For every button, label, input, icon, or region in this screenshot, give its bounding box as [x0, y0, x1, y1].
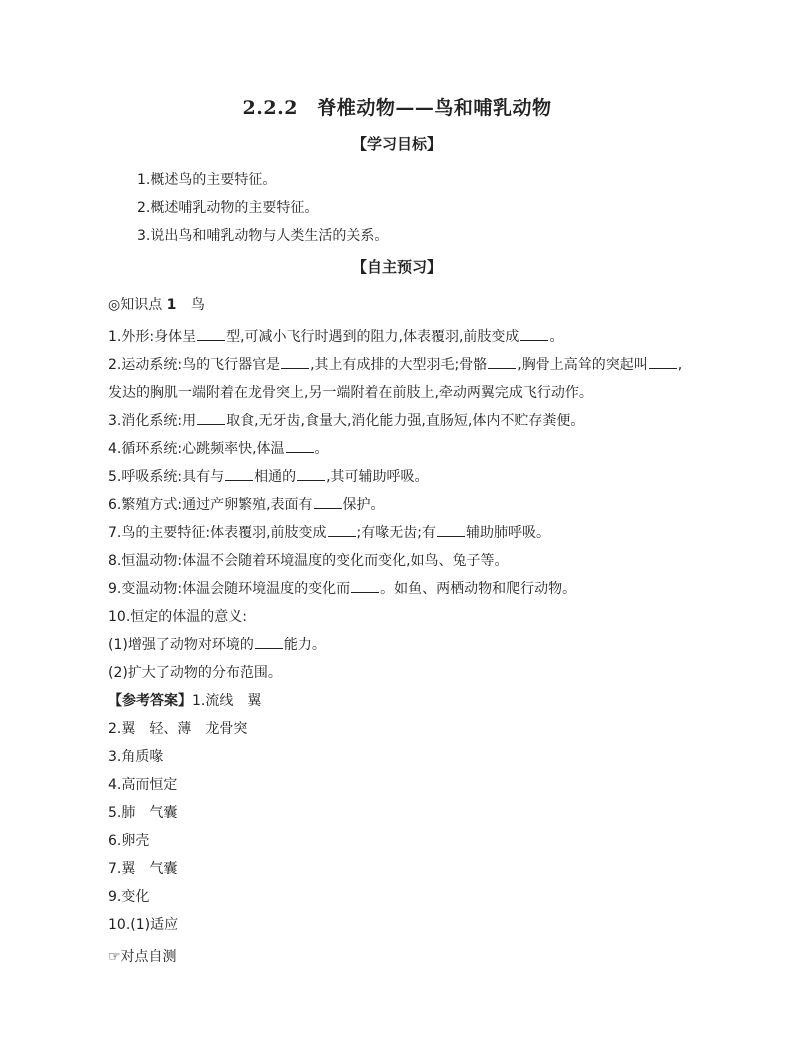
item-9: 9.变温动物:体温会随环境温度的变化而 。如鱼、两栖动物和爬行动物。 [108, 581, 577, 597]
preview-heading: 【自主预习】 [351, 258, 442, 276]
answer-line-1: 【参考答案】1.流线 翼 [108, 693, 262, 709]
objectives-heading: 【学习目标】 [351, 135, 442, 153]
answer-7: 7.翼 气囊 [108, 861, 178, 877]
item-4: 4.循环系统:心跳频率快,体温 。 [108, 441, 329, 457]
item-2: 2.运动系统:鸟的飞行器官是 ,其上有成排的大型羽毛;骨骼 ,胸骨上高耸的突起叫 , [108, 357, 683, 373]
knowledge-point-name: 鸟 [190, 297, 205, 313]
answer-10: 10.(1)适应 [108, 917, 179, 933]
objective-1: 1.概述鸟的主要特征。 [137, 172, 277, 188]
knowledge-point-symbol: ◎知识点 [108, 297, 163, 313]
answer-blank[interactable] [437, 524, 465, 537]
item-10-1: (1)增强了动物对环境的 能力。 [108, 637, 326, 653]
answer-blank[interactable] [197, 328, 225, 341]
item-10: 10.恒定的体温的意义: [108, 609, 247, 625]
answer-blank[interactable] [255, 636, 283, 649]
answer-4: 4.高而恒定 [108, 777, 178, 793]
knowledge-point-number: 1 [166, 297, 177, 313]
answer-blank[interactable] [281, 356, 309, 369]
item-10-2: (2)扩大了动物的分布范围。 [108, 665, 282, 681]
page-title: 2.2.2 脊椎动物——鸟和哺乳动物 [242, 97, 552, 119]
knowledge-point-heading [108, 294, 205, 314]
item-1: 1.外形:身体呈 型,可减小飞行时遇到的阻力,体表覆羽,前肢变成 。 [108, 329, 564, 345]
item-2-continued: 发达的胸肌一端附着在龙骨突上,另一端附着在前肢上,牵动两翼完成飞行动作。 [108, 385, 593, 401]
item-5: 5.呼吸系统:具有与 相通的 ,其可辅助呼吸。 [108, 469, 429, 485]
answer-5: 5.肺 气囊 [108, 805, 178, 821]
answer-3: 3.角质喙 [108, 749, 164, 765]
answer-blank[interactable] [225, 468, 253, 481]
self-test-heading: ☞对点自测 [108, 949, 177, 965]
answer-6: 6.卵壳 [108, 833, 150, 849]
answer-blank[interactable] [649, 356, 677, 369]
answer-blank[interactable] [314, 496, 342, 509]
answer-blank[interactable] [351, 580, 379, 593]
item-8: 8.恒温动物:体温不会随着环境温度的变化而变化,如鸟、兔子等。 [108, 553, 509, 569]
answer-blank[interactable] [297, 468, 325, 481]
objective-2: 2.概述哺乳动物的主要特征。 [137, 200, 319, 216]
answer-blank[interactable] [328, 524, 356, 537]
answer-blank[interactable] [197, 412, 225, 425]
answers-label: 【参考答案】 [108, 693, 192, 709]
answer-2: 2.翼 轻、薄 龙骨突 [108, 721, 248, 737]
answer-blank[interactable] [520, 328, 548, 341]
objective-3: 3.说出鸟和哺乳动物与人类生活的关系。 [137, 228, 389, 244]
item-3: 3.消化系统:用 取食,无牙齿,食量大,消化能力强,直肠短,体内不贮存粪便。 [108, 413, 585, 429]
item-7: 7.鸟的主要特征:体表覆羽,前肢变成 ;有喙无齿;有 辅助肺呼吸。 [108, 525, 550, 541]
answer-9: 9.变化 [108, 889, 150, 905]
answer-blank[interactable] [286, 440, 314, 453]
item-6: 6.繁殖方式:通过产卵繁殖,表面有 保护。 [108, 497, 385, 513]
answer-blank[interactable] [488, 356, 516, 369]
